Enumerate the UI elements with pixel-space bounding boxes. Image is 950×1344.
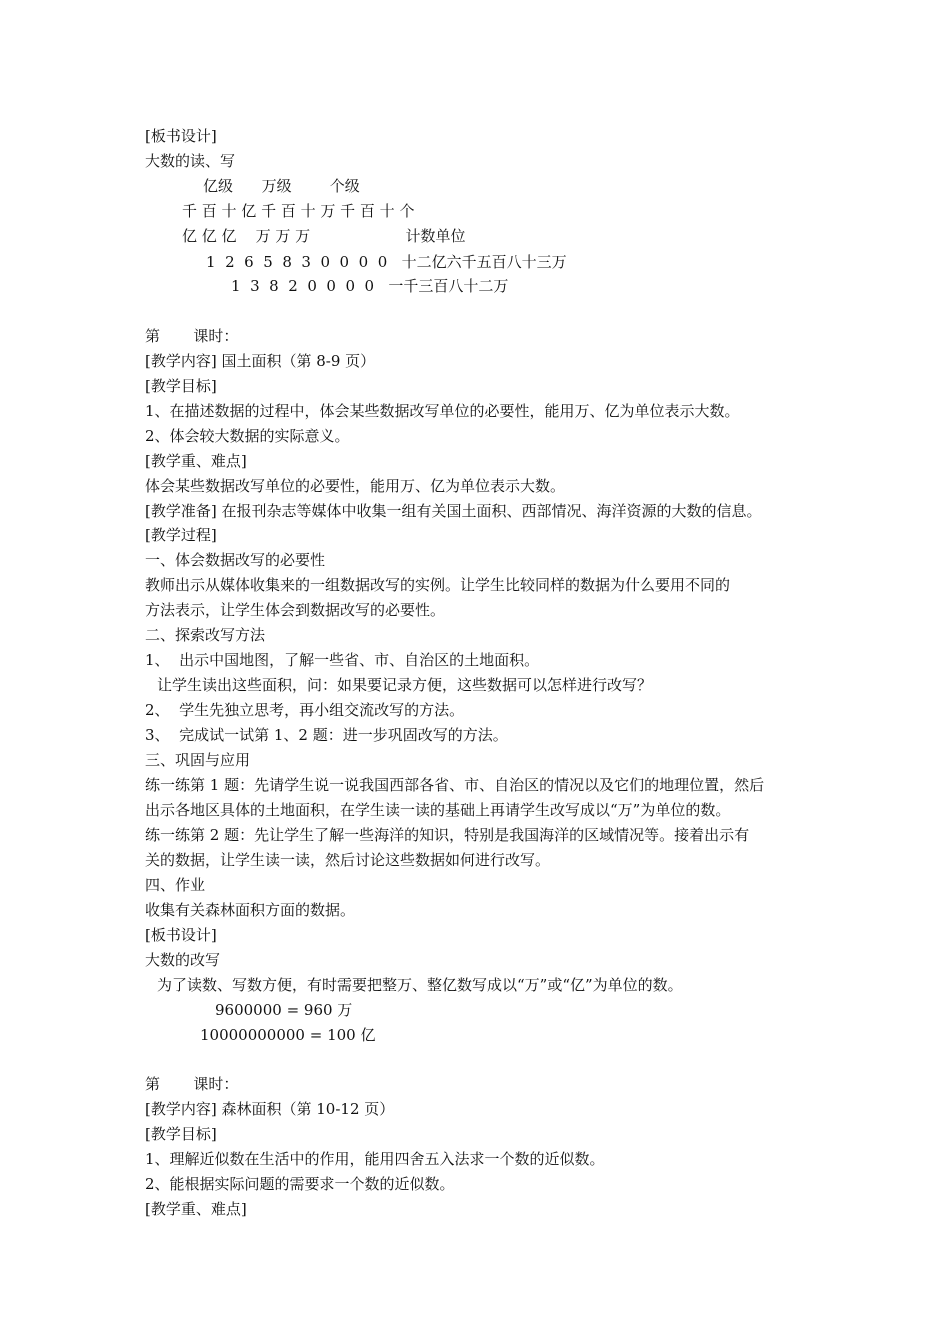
- key-points-1: 体会某些数据改写单位的必要性，能用万、亿为单位表示大数。: [145, 477, 566, 495]
- teaching-preparation: [教学准备] 在报刊杂志等媒体中收集一组有关国土面积、西部情况、海洋资源的大数的信息。: [145, 502, 762, 520]
- section-1-text-2: 方法表示，让学生体会到数据改写的必要性。: [145, 601, 446, 619]
- section-2-item-1: 1、 出示中国地图，了解一些省、市、自治区的土地面积。: [145, 651, 540, 669]
- equation-wan: 9600000 = 960 万: [215, 1001, 353, 1019]
- heading-key-points-2: [教学重、难点]: [145, 1200, 247, 1218]
- section-4-title: 四、作业: [145, 876, 206, 894]
- section-3-title: 三、巩固与应用: [145, 751, 251, 769]
- heading-teaching-goals-2: [教学目标]: [145, 1125, 217, 1143]
- homework-text: 收集有关森林面积方面的数据。: [145, 901, 356, 919]
- board-title-rewrite: 大数的改写: [145, 951, 221, 969]
- section-2-item-1-detail: 让学生读出这些面积，问：如果要记录方便，这些数据可以怎样进行改写？: [157, 676, 653, 694]
- section-2-item-2: 2、 学生先独立思考，再小组交流改写的方法。: [145, 701, 465, 719]
- goal-2-2: 2、能根据实际问题的需要求一个数的近似数。: [145, 1175, 455, 1193]
- heading-teaching-process: [教学过程]: [145, 526, 217, 544]
- section-3-text-1: 练一练第 1 题：先请学生说一说我国西部各省、市、自治区的情况以及它们的地理位置，然后: [145, 776, 765, 794]
- section-2-title: 二、探索改写方法: [145, 626, 266, 644]
- goal-1-2: 2、体会较大数据的实际意义。: [145, 427, 350, 445]
- goal-2-1: 1、理解近似数在生活中的作用，能用四舍五入法求一个数的近似数。: [145, 1150, 605, 1168]
- heading-teaching-goals-1: [教学目标]: [145, 377, 217, 395]
- section-3-text-4: 关的数据，让学生读一读，然后讨论这些数据如何进行改写。: [145, 851, 551, 869]
- place-value-digits-bottom: 亿 亿 亿 万 万 万 计数单位: [182, 227, 466, 245]
- teaching-content-1: [教学内容] 国土面积（第 8-9 页）: [145, 352, 376, 370]
- equation-yi: 10000000000 = 100 亿: [200, 1026, 376, 1044]
- goal-1-1: 1、在描述数据的过程中，体会某些数据改写单位的必要性，能用万、亿为单位表示大数。: [145, 402, 740, 420]
- section-3-text-3: 练一练第 2 题：先让学生了解一些海洋的知识，特别是我国海洋的区域情况等。接着出示有: [145, 826, 750, 844]
- lesson-period-2: 第 课时：: [145, 1075, 239, 1093]
- board-rewrite-rule: 为了读数、写数方便，有时需要把整万、整亿数写成以“万”或“亿”为单位的数。: [157, 976, 683, 994]
- section-1-text-1: 教师出示从媒体收集来的一组数据改写的实例。让学生比较同样的数据为什么要用不同的: [145, 576, 731, 594]
- place-value-digits-top: 千 百 十 亿 千 百 十 万 千 百 十 个: [182, 202, 415, 220]
- heading-key-points-1: [教学重、难点]: [145, 452, 247, 470]
- heading-board-design-2: [板书设计]: [145, 926, 217, 944]
- heading-board-design-1: [板书设计]: [145, 127, 217, 145]
- section-1-title: 一、体会数据改写的必要性: [145, 551, 326, 569]
- lesson-period-1: 第 课时：: [145, 327, 239, 345]
- example-number-2: 1 3 8 2 0 0 0 0 一千三百八十二万: [231, 277, 509, 295]
- example-number-1: 1 2 6 5 8 3 0 0 0 0 十二亿六千五百八十三万: [206, 253, 567, 271]
- section-2-item-3: 3、 完成试一试第 1、2 题：进一步巩固改写的方法。: [145, 726, 508, 744]
- board-title-read-write: 大数的读、写: [145, 152, 236, 170]
- section-3-text-2: 出示各地区具体的土地面积，在学生读一读的基础上再请学生改写成以“万”为单位的数。: [145, 801, 731, 819]
- place-value-levels: 亿级 万级 个级: [203, 177, 360, 195]
- teaching-content-2: [教学内容] 森林面积（第 10-12 页）: [145, 1100, 395, 1118]
